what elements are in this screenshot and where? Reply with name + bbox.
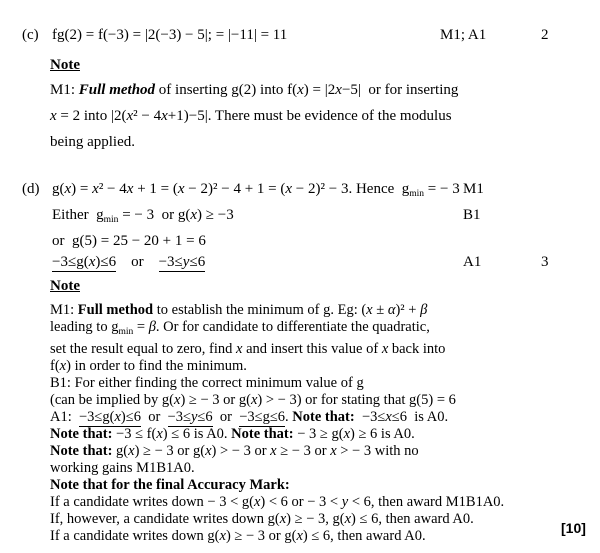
text-segment: x bbox=[156, 426, 163, 442]
text-segment: x bbox=[161, 108, 168, 124]
text-segment: x bbox=[366, 302, 373, 318]
text-segment: or for inserting bbox=[360, 82, 459, 98]
text-segment: min bbox=[409, 189, 425, 199]
note-line bbox=[50, 358, 600, 375]
text-segment: ) ≥ − 3 or g( bbox=[134, 443, 206, 459]
text-segment: ) ≤ 6, then award A0. bbox=[351, 511, 474, 527]
text-segment: Note that: bbox=[50, 426, 113, 442]
text-segment: g( bbox=[112, 443, 129, 459]
text-segment: Either g bbox=[52, 207, 104, 223]
text-segment: ) ≥ − 3 or g( bbox=[180, 392, 251, 408]
text-segment: If a candidate writes down − 3 < g( bbox=[50, 494, 254, 510]
note-line bbox=[50, 302, 600, 319]
text-segment: x bbox=[50, 108, 57, 124]
text-segment: −3≤ bbox=[354, 409, 386, 425]
note-line bbox=[50, 129, 600, 155]
part-d-total-marks: 3 bbox=[541, 254, 549, 270]
text-segment: ) ≥ 6 is A0. bbox=[350, 426, 415, 442]
text-segment: |2(−3) − 5| bbox=[144, 27, 208, 43]
text-segment: min bbox=[118, 327, 134, 337]
text-segment: . Or for candidate to differentiate the quadratic, bbox=[155, 319, 430, 335]
note-d-header: Note bbox=[50, 278, 80, 294]
text-segment: )≤6 bbox=[95, 254, 117, 270]
text-segment: α bbox=[387, 302, 396, 318]
text-segment: x bbox=[128, 443, 135, 459]
text-segment: −3≤g( bbox=[52, 254, 89, 270]
part-d-row bbox=[0, 252, 600, 273]
text-segment: x bbox=[270, 443, 277, 459]
text-segment: Note that for the final Accuracy Mark: bbox=[50, 477, 290, 493]
text-segment: or bbox=[116, 254, 159, 270]
note-line bbox=[50, 426, 600, 443]
part-c-row bbox=[0, 26, 600, 44]
text-segment: g( bbox=[52, 181, 65, 197]
text-segment: f( bbox=[50, 358, 60, 374]
text-segment: x bbox=[190, 207, 198, 223]
part-d-row bbox=[0, 231, 600, 252]
text-segment: ) = bbox=[303, 82, 325, 98]
text-segment: being applied. bbox=[50, 134, 135, 150]
text-segment: x bbox=[236, 341, 243, 357]
part-c-total-marks: 2 bbox=[541, 27, 549, 43]
text-segment: x bbox=[114, 409, 121, 425]
note-line bbox=[50, 528, 600, 545]
text-segment: −3≤ bbox=[167, 409, 191, 425]
text-segment: )² + bbox=[395, 302, 421, 318]
text-segment: ≥ − 3 or bbox=[276, 443, 331, 459]
text-segment: x bbox=[219, 528, 226, 544]
text-segment: < 6, then award M1B1A0. bbox=[348, 494, 505, 510]
note-line bbox=[50, 443, 600, 460]
text-segment: x bbox=[64, 181, 72, 197]
text-segment: ≤6 bbox=[197, 409, 213, 425]
text-segment: Note that: bbox=[50, 443, 113, 459]
text-segment: )≤6 bbox=[120, 409, 141, 425]
text-segment: |2( bbox=[110, 108, 127, 124]
text-segment: x bbox=[381, 341, 389, 357]
text-segment: x bbox=[126, 108, 134, 124]
text-segment: ) > − 3) or for stating that g(5) = 6 bbox=[257, 392, 456, 408]
text-segment: = 2 into bbox=[56, 108, 111, 124]
text-segment: ) ≥ −3 bbox=[197, 207, 234, 223]
part-d-working bbox=[52, 207, 234, 223]
text-segment: − 2)² − 3. Hence g bbox=[292, 181, 410, 197]
text-segment: or bbox=[140, 409, 168, 425]
text-segment: back into bbox=[388, 341, 446, 357]
part-d-working bbox=[52, 233, 206, 249]
text-segment: ² − 4 bbox=[133, 108, 162, 124]
text-segment: M1: bbox=[50, 302, 78, 318]
text-segment: +1)−5| bbox=[167, 108, 208, 124]
text-segment: β bbox=[420, 302, 428, 318]
text-segment: ≤6 is A0. bbox=[391, 409, 449, 425]
text-segment: β bbox=[148, 319, 156, 335]
text-segment: x bbox=[177, 181, 185, 197]
text-segment: x bbox=[253, 494, 261, 510]
text-segment: − 3 ≥ g( bbox=[293, 426, 344, 442]
text-segment: or g(5) = 25 − 20 + 1 = 6 bbox=[52, 233, 206, 249]
text-segment: + 1 = ( bbox=[133, 181, 178, 197]
text-segment: y bbox=[182, 254, 190, 270]
note-line bbox=[50, 319, 600, 341]
text-segment: y bbox=[190, 409, 198, 425]
text-segment: x bbox=[285, 181, 293, 197]
part-d-mark-a1: A1 bbox=[463, 254, 482, 270]
part-d-answer bbox=[52, 254, 205, 272]
note-line bbox=[50, 103, 600, 129]
note-c-header-row bbox=[0, 57, 600, 74]
text-segment: ) ≥ − 3 or g( bbox=[225, 528, 297, 544]
text-segment: x bbox=[88, 254, 96, 270]
text-segment: x bbox=[250, 392, 258, 408]
text-segment: Note that: bbox=[231, 426, 294, 442]
text-segment: ) in order to find the minimum. bbox=[66, 358, 247, 374]
text-segment: . There must be evidence of the modulus bbox=[207, 108, 452, 124]
part-c-mark-codes: M1; A1 bbox=[440, 27, 487, 43]
text-segment: ² − 4 bbox=[98, 181, 127, 197]
text-segment: x bbox=[330, 443, 337, 459]
text-segment: ) = bbox=[71, 181, 93, 197]
text-segment: If, however, a candidate writes down g( bbox=[50, 511, 280, 527]
note-line bbox=[50, 392, 600, 409]
text-segment: to establish the minimum of g. Eg: ( bbox=[153, 302, 367, 318]
text-segment: ≤6 bbox=[189, 254, 206, 270]
text-segment: leading to g bbox=[50, 319, 119, 335]
text-segment: min bbox=[103, 215, 119, 225]
text-segment: B1: For either finding the correct minimum value of g bbox=[50, 375, 364, 391]
text-segment: x bbox=[343, 426, 350, 442]
text-segment: ) ≤ 6 is A0. bbox=[162, 426, 232, 442]
text-segment: x bbox=[335, 82, 342, 98]
note-line bbox=[50, 375, 600, 392]
text-segment: If a candidate writes down g( bbox=[50, 528, 220, 544]
text-segment: ) > − 3 or bbox=[211, 443, 271, 459]
text-segment: = bbox=[133, 319, 149, 335]
part-d-working bbox=[52, 181, 460, 197]
note-line bbox=[50, 341, 600, 358]
note-line bbox=[50, 477, 600, 494]
note-line bbox=[50, 77, 600, 103]
text-segment: x bbox=[92, 181, 99, 197]
part-c-label: (c) bbox=[22, 27, 39, 43]
text-segment: −3 ≤ f( bbox=[112, 426, 157, 442]
text-segment: or bbox=[212, 409, 240, 425]
text-segment: ) < 6 or − 3 < bbox=[260, 494, 342, 510]
text-segment: = − 3 or g( bbox=[118, 207, 191, 223]
text-segment: = − 3 bbox=[424, 181, 460, 197]
part-d-block bbox=[0, 179, 600, 273]
text-segment: of inserting g(2) into f( bbox=[155, 82, 298, 98]
note-d-header-row bbox=[0, 278, 600, 295]
text-segment: x bbox=[297, 82, 304, 98]
note-line bbox=[50, 409, 600, 426]
text-segment: ) ≥ − 3, g( bbox=[286, 511, 345, 527]
text-segment: ; = bbox=[207, 27, 228, 43]
text-segment: x bbox=[205, 443, 212, 459]
text-segment: ) ≤ 6, then award A0. bbox=[302, 528, 426, 544]
text-segment: − 2)² − 4 + 1 = ( bbox=[184, 181, 286, 197]
text-segment: |−11| bbox=[227, 27, 257, 43]
text-segment: A1: bbox=[50, 409, 79, 425]
text-segment: |2 bbox=[324, 82, 336, 98]
text-segment: x bbox=[296, 528, 303, 544]
text-segment: fg(2) = f(−3) = bbox=[52, 27, 145, 43]
text-segment: −3≤g( bbox=[79, 409, 115, 425]
text-segment: −5| bbox=[341, 82, 361, 98]
text-segment: > − 3 with no bbox=[336, 443, 419, 459]
text-segment: x bbox=[385, 409, 392, 425]
text-segment: x bbox=[279, 511, 287, 527]
note-line bbox=[50, 460, 600, 477]
question-total-marks: [10] bbox=[561, 520, 586, 536]
text-segment: x bbox=[126, 181, 134, 197]
note-line bbox=[50, 494, 600, 511]
text-segment: −3≤ bbox=[158, 254, 183, 270]
text-segment: x bbox=[174, 392, 181, 408]
text-segment: −3≤g≤6 bbox=[239, 409, 286, 425]
text-segment: ± bbox=[372, 302, 388, 318]
text-segment: . bbox=[285, 409, 293, 425]
note-c-header: Note bbox=[50, 57, 80, 73]
text-segment: and insert this value of bbox=[242, 341, 382, 357]
text-segment: x bbox=[59, 358, 67, 374]
text-segment: (can be implied by g( bbox=[50, 392, 175, 408]
note-c-body bbox=[0, 77, 600, 155]
part-d-mark-m1: M1 bbox=[463, 181, 484, 197]
part-d-label: (d) bbox=[22, 181, 40, 197]
text-segment: working gains M1B1A0. bbox=[50, 460, 195, 476]
text-segment: = 11 bbox=[256, 27, 288, 43]
text-segment: Note that: bbox=[292, 409, 355, 425]
part-d-row bbox=[0, 205, 600, 231]
text-segment: y bbox=[341, 494, 349, 510]
text-segment: M1: bbox=[50, 82, 79, 98]
text-segment: x bbox=[344, 511, 352, 527]
note-line bbox=[50, 511, 600, 528]
part-c-formula bbox=[52, 27, 287, 43]
part-d-row bbox=[0, 179, 600, 205]
text-segment: Full method bbox=[78, 82, 156, 98]
part-d-mark-b1: B1 bbox=[463, 207, 481, 223]
text-segment: Full method bbox=[77, 302, 154, 318]
note-d-body bbox=[0, 302, 600, 545]
text-segment: set the result equal to zero, find bbox=[50, 341, 237, 357]
